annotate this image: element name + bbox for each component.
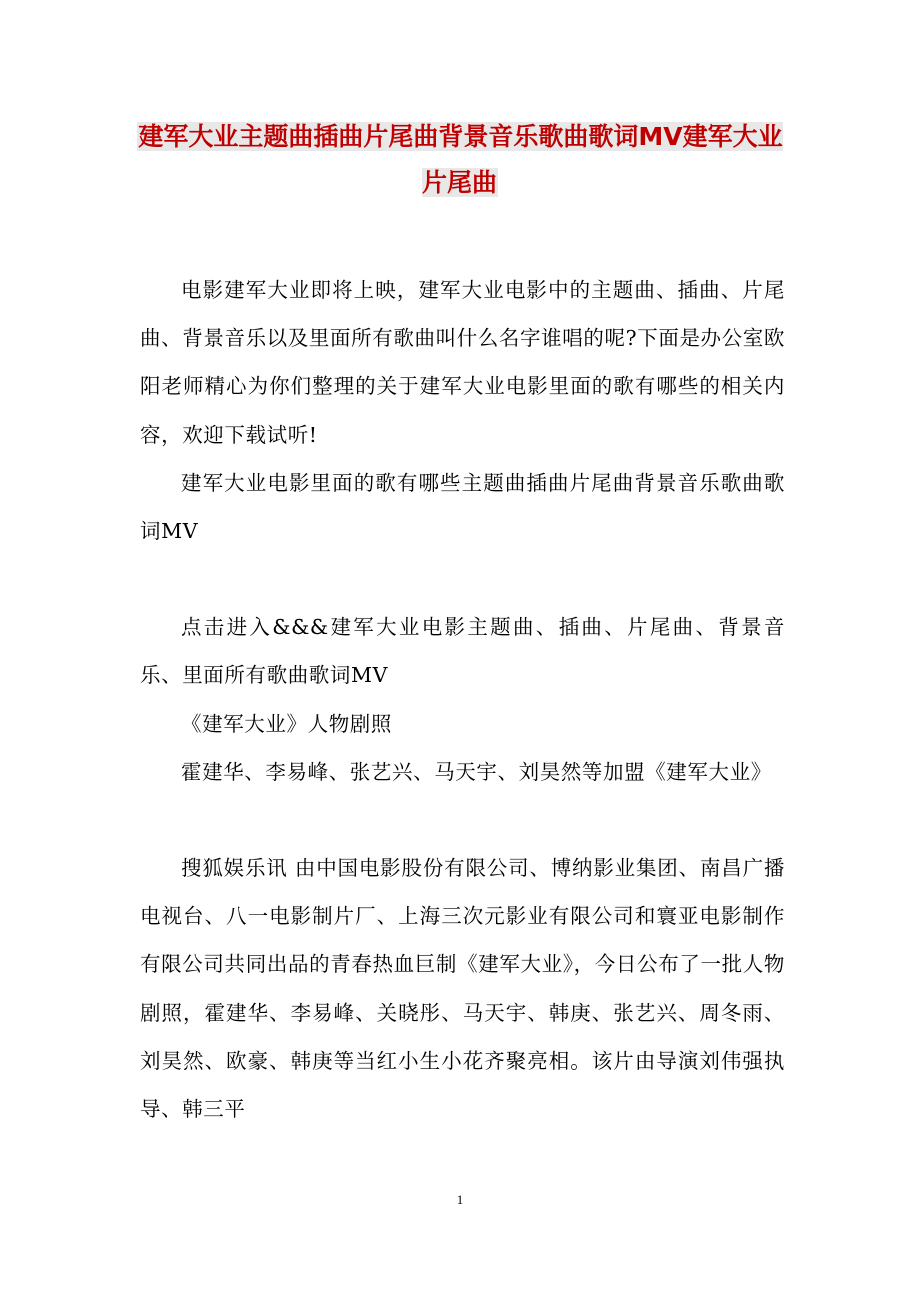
page-number: 1	[456, 1192, 464, 1207]
paragraph-songs-heading: 建军大业电影里面的歌有哪些主题曲插曲片尾曲背景音乐歌曲歌词MV	[140, 470, 785, 544]
document-body	[140, 266, 785, 1133]
paragraph-stills-heading: 《建军大业》人物剧照	[181, 711, 392, 736]
title-text: 建军大业主题曲插曲片尾曲背景音乐歌曲歌词MV建军大业片尾曲	[138, 122, 783, 197]
paragraph-click-link: 点击进入&&&建军大业电影主题曲、插曲、片尾曲、背景音乐、里面所有歌曲歌词MV	[140, 615, 785, 688]
blank-line	[140, 555, 785, 603]
blank-line	[140, 796, 785, 844]
paragraph-cast: 霍建华、李易峰、张艺兴、马天宇、刘昊然等加盟《建军大业》	[181, 759, 772, 784]
document-title	[135, 114, 785, 206]
paragraph-intro: 电影建军大业即将上映，建军大业电影中的主题曲、插曲、片尾曲、背景音乐以及里面所有歌曲叫什么名字谁唱的呢?下面是办公室欧阳老师精心为你们整理的关于建军大业电影里面的歌有哪些的相关内容，欢迎下载试听!	[140, 278, 785, 447]
paragraph-news: 搜狐娱乐讯 由中国电影股份有限公司、博纳影业集团、南昌广播电视台、八一电影制片厂、上海三次元影业有限公司和寰亚电影制作有限公司共同出品的青春热血巨制《建军大业》，今日公布了一批人物剧照，霍建华、李易峰、关晓彤、马天宇、韩庚、张艺兴、周冬雨、刘昊然、欧豪、韩庚等当红小生小花齐聚亮相。该片由导演刘伟强执导、韩三平	[140, 856, 785, 1122]
